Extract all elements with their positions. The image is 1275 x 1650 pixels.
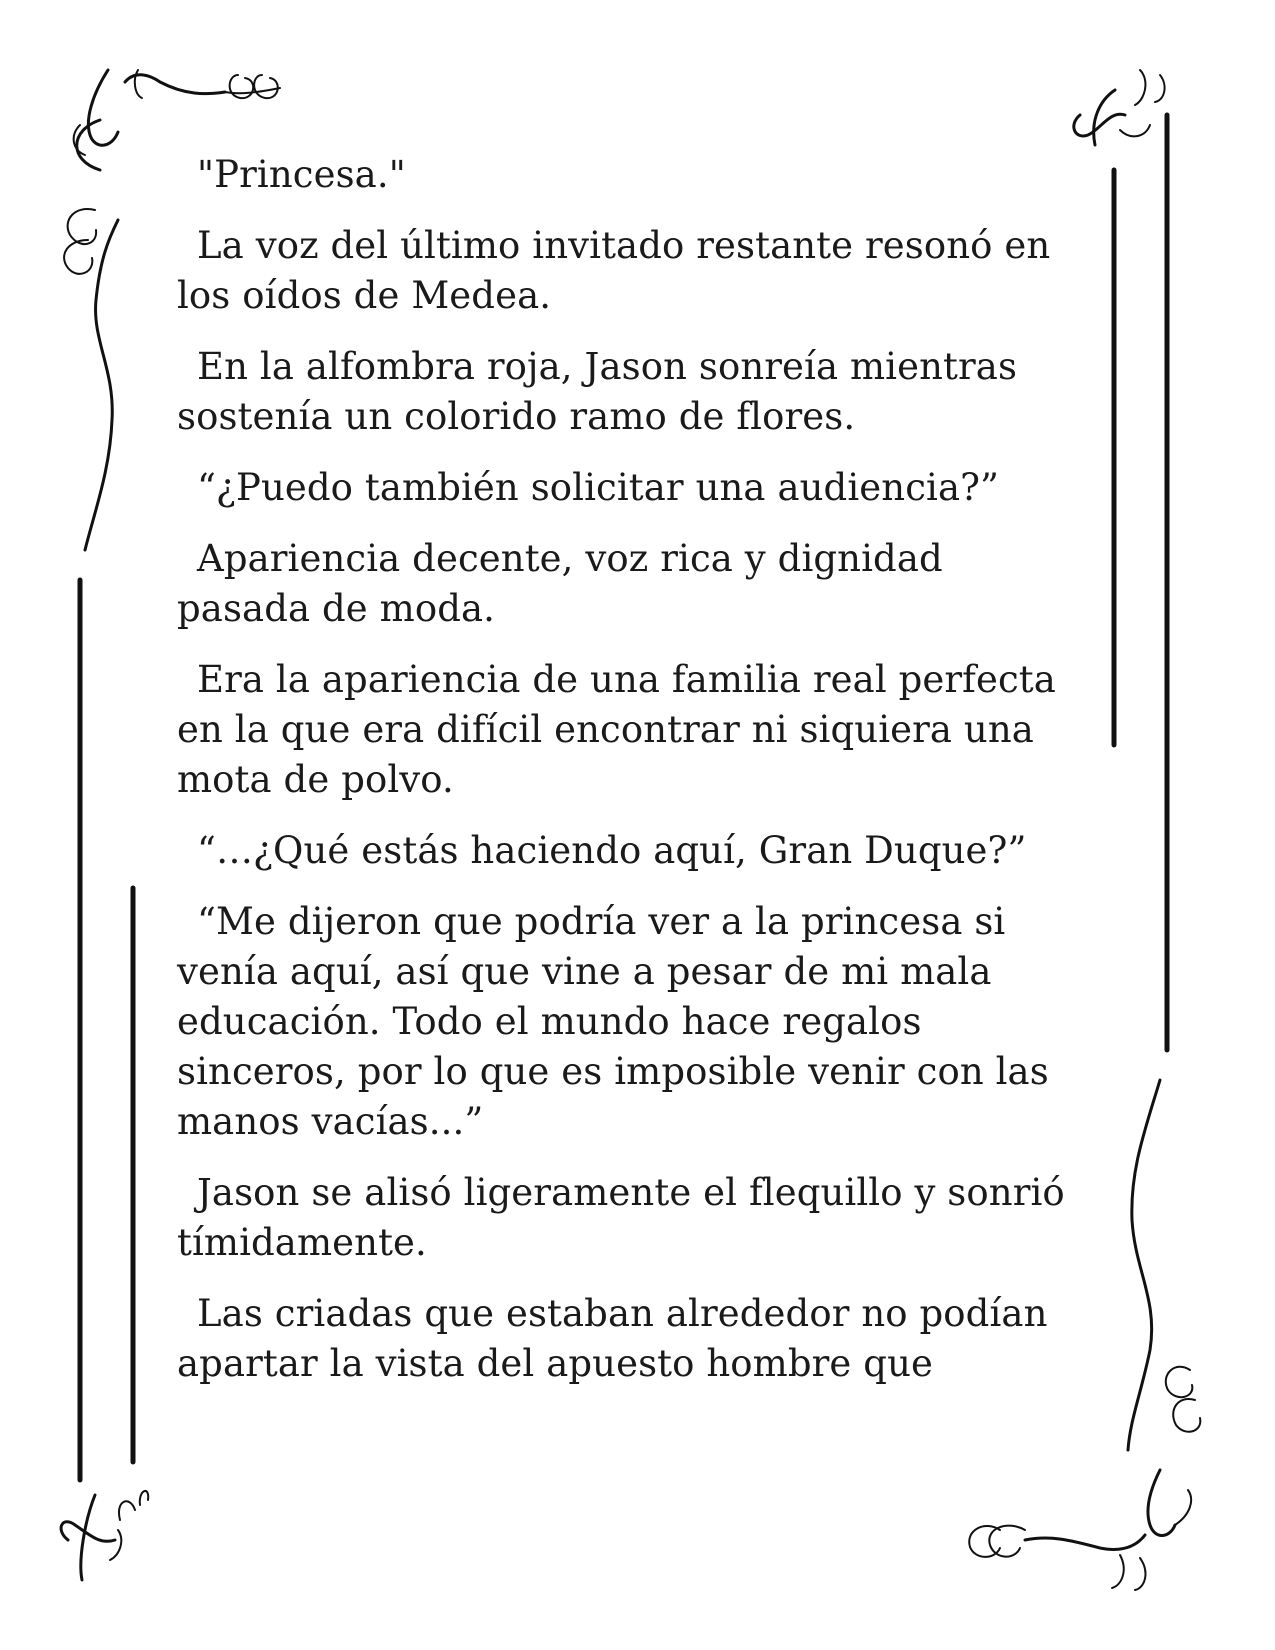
paragraph-6: Era la apariencia de una familia real perfecta en la que era difícil encontrar ni siquiera una mota de polvo.: [177, 658, 1056, 801]
paragraph-7: “…¿Qué estás haciendo aquí, Gran Duque?”: [197, 829, 1027, 872]
paragraph-2: La voz del último invitado restante resonó en los oídos de Medea.: [177, 224, 1051, 317]
story-text: [177, 150, 1082, 1410]
bottom-left-flourish-icon: [61, 1491, 148, 1580]
paragraph-3: En la alfombra roja, Jason sonreía mientras sostenía un colorido ramo de flores.: [177, 345, 1018, 438]
paragraph-1: "Princesa.": [197, 153, 406, 196]
top-right-flourish-icon: [1074, 70, 1165, 145]
paragraph-4: “¿Puedo también solicitar una audiencia?”: [197, 466, 1000, 509]
paragraph-8: “Me dijeron que podría ver a la princesa si venía aquí, así que vine a pesar de mi mala educación. Todo el mundo hace regalos sinceros, por lo que es imposible venir con las manos vacías...”: [177, 900, 1049, 1143]
paragraph-9: Jason se alisó ligeramente el flequillo y sonrió tímidamente.: [177, 1171, 1065, 1264]
paragraph-5: Apariencia decente, voz rica y dignidad pasada de moda.: [177, 537, 943, 630]
paragraph-10: Las criadas que estaban alrededor no podían apartar la vista del apuesto hombre que: [177, 1292, 1048, 1385]
